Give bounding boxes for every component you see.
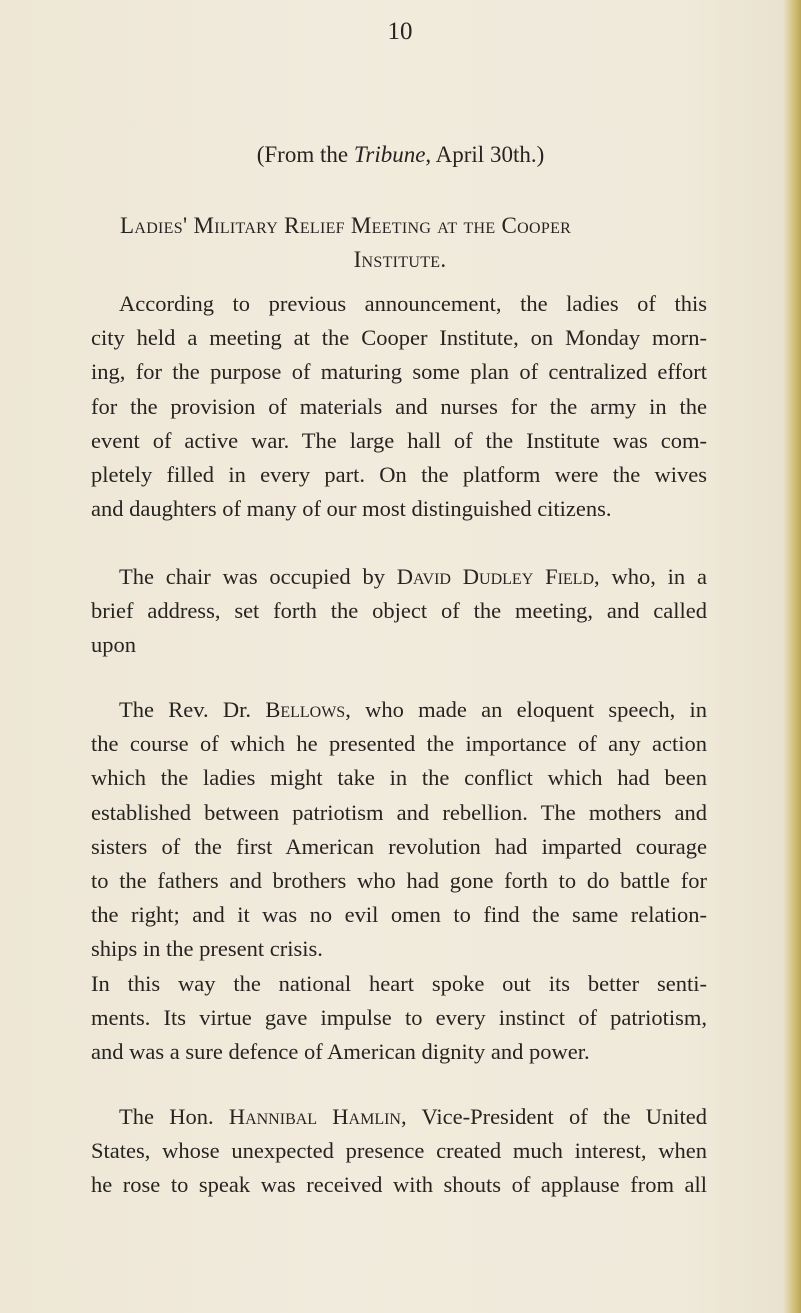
text-line: ships in the present crisis.	[91, 936, 323, 962]
text-line: The Rev. Dr. Bellows, who made an eloquent speech, in	[119, 697, 707, 722]
text-line: The chair was occupied by David Dudley Field, who, in a	[119, 564, 707, 589]
source-prefix: (From the	[256, 142, 354, 167]
source-line	[0, 142, 801, 168]
text-line: sisters of the first American revolution had imparted courage	[91, 833, 707, 859]
text-line: the right; and it was no evil omen to find the same relation-	[91, 902, 707, 928]
text-line: for the provision of materials and nurses for the army in the	[91, 393, 707, 419]
text-line: pletely filled in every part. On the platform were the wives	[91, 462, 707, 488]
text-line: to the fathers and brothers who had gone forth to do battle for	[91, 868, 707, 894]
text-line: city held a meeting at the Cooper Institute, on Monday morn-	[91, 325, 707, 351]
headline-line-1: Ladies' Military Relief Meeting at the Cooper	[120, 213, 572, 238]
text-line: event of active war. The large hall of the Institute was com-	[91, 427, 707, 453]
text-line: upon	[91, 632, 136, 658]
text-line: ments. Its virtue gave impulse to every instinct of patriotism,	[91, 1004, 707, 1030]
text-line: established between patriotism and rebellion. The mothers and	[91, 799, 707, 825]
person-name: Hannibal Hamlin	[228, 1104, 401, 1129]
text-line: According to previous announcement, the ladies of this	[119, 291, 707, 316]
paragraph-4	[91, 1100, 707, 1203]
text-line: the course of which he presented the importance of any action	[91, 731, 707, 757]
text-line: and was a sure defence of American dignity and power.	[91, 1039, 590, 1065]
person-name: Bellows	[265, 697, 346, 722]
text-line: which the ladies might take in the conflict which had been	[91, 765, 707, 791]
text-line: ing, for the purpose of maturing some plan of centralized effort	[91, 359, 707, 385]
text-line: In this way the national heart spoke out its better senti-	[91, 970, 707, 996]
headline-line-2: Institute.	[353, 247, 447, 272]
page-edge	[783, 0, 801, 1313]
paragraph-1	[91, 287, 707, 526]
text-line: brief address, set forth the object of the meeting, and called	[91, 598, 707, 624]
source-publication: Tribune	[353, 142, 426, 167]
page-number: 10	[387, 18, 413, 45]
text-line: The Hon. Hannibal Hamlin, Vice-President of the United	[119, 1104, 707, 1129]
person-name: David Dudley Field	[396, 564, 595, 589]
text-line: and daughters of many of our most distinguished citizens.	[91, 496, 612, 522]
source-suffix: , April 30th.)	[425, 142, 545, 167]
text-line: States, whose unexpected presence created much interest, when	[91, 1138, 707, 1164]
text-line: he rose to speak was received with shouts of applause from all	[91, 1172, 707, 1198]
paragraph-3	[91, 693, 707, 1069]
paragraph-2	[91, 560, 707, 663]
article-headline	[120, 209, 680, 277]
